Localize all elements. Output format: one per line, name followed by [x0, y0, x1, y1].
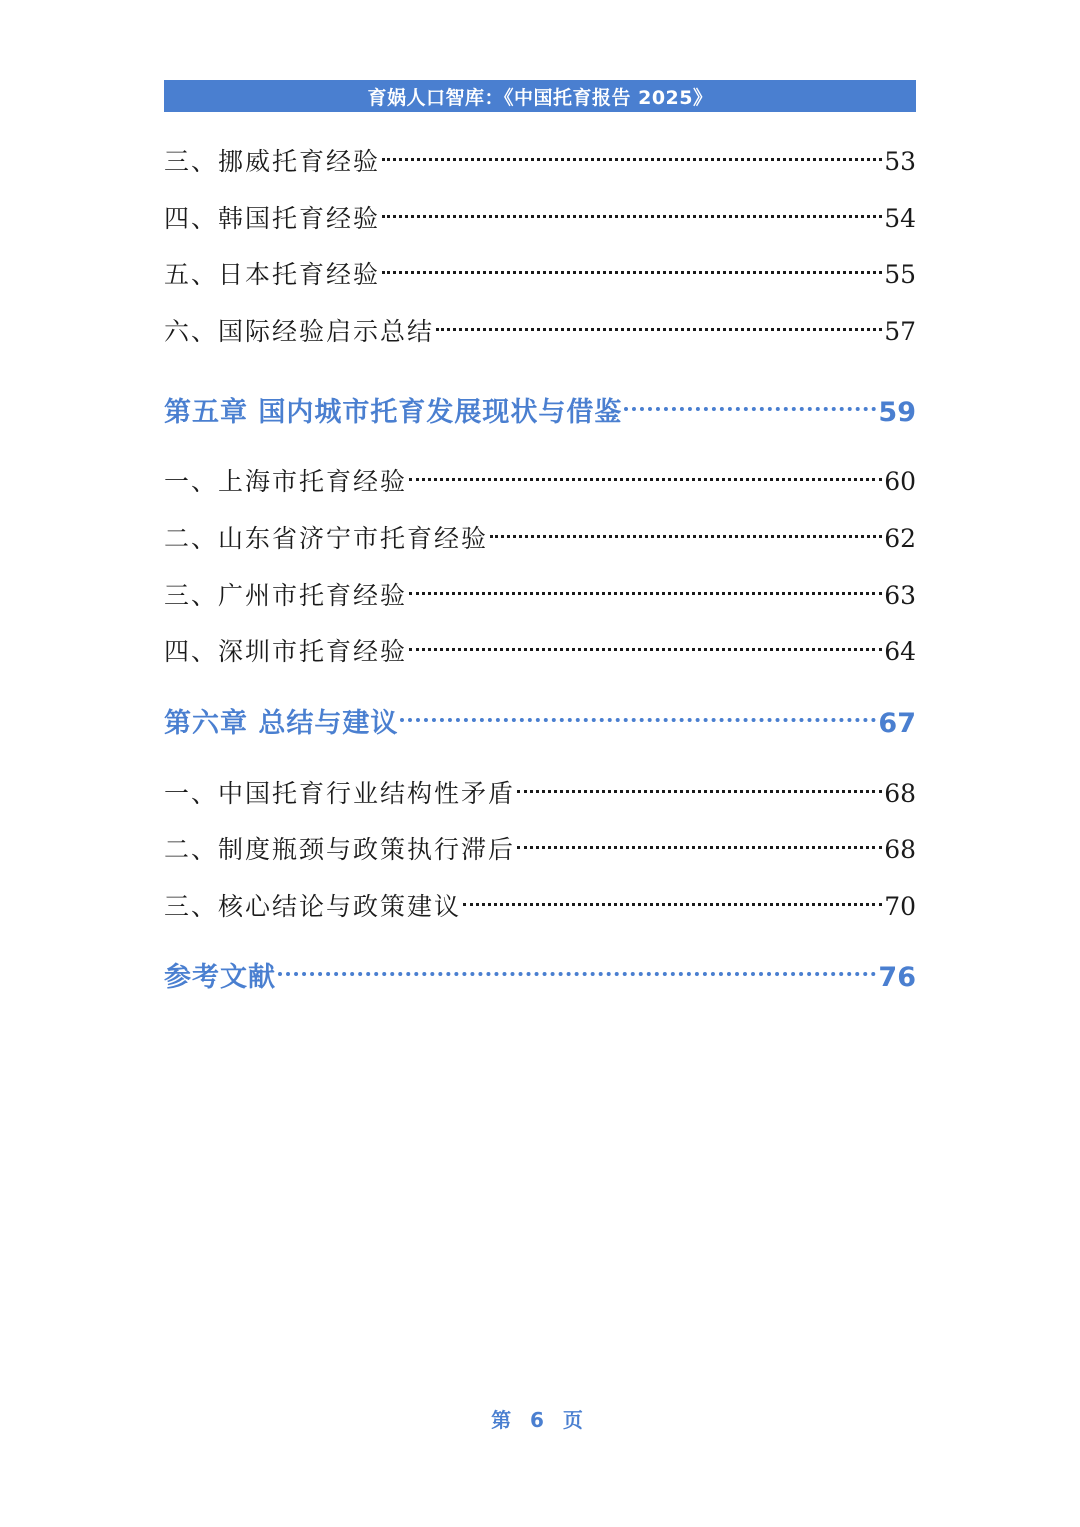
toc-entry[interactable]	[164, 199, 916, 235]
dot-leader	[400, 718, 876, 722]
toc-chapter-entry[interactable]	[164, 701, 916, 740]
toc-entry-label: 一、上海市托育经验	[164, 467, 408, 496]
dot-leader	[382, 158, 882, 161]
toc-entry-page: 53	[884, 147, 916, 176]
dot-leader	[436, 328, 882, 331]
page-number-footer: 第 6 页	[491, 1408, 589, 1432]
dot-leader	[624, 407, 876, 411]
toc-entry-label: 五、日本托育经验	[164, 260, 381, 289]
header-title: 育娲人口智库：《中国托育报告 2025》	[367, 86, 713, 109]
dot-leader	[409, 648, 882, 651]
toc-entry-page: 68	[884, 835, 916, 864]
toc-chapter-entry[interactable]	[164, 955, 916, 994]
toc-entry[interactable]	[164, 312, 916, 348]
dot-leader	[463, 903, 882, 906]
toc-entry-label: 二、制度瓶颈与政策执行滞后	[164, 835, 516, 864]
toc-chapter-label: 第五章 国内城市托育发展现状与借鉴	[164, 397, 623, 428]
toc-entry-page: 57	[884, 317, 916, 346]
toc-entry[interactable]	[164, 142, 916, 178]
toc-entry[interactable]	[164, 462, 916, 498]
toc-entry[interactable]	[164, 830, 916, 866]
toc-chapter-label: 第六章 总结与建议	[164, 708, 399, 739]
dot-leader	[278, 972, 876, 976]
toc-entry-label: 六、国际经验启示总结	[164, 317, 435, 346]
toc-entry-page: 64	[884, 637, 916, 666]
toc-entry-label: 三、广州市托育经验	[164, 581, 408, 610]
toc-chapter-page: 59	[878, 397, 916, 428]
toc-entry-page: 63	[884, 581, 916, 610]
toc-entry-page: 60	[884, 467, 916, 496]
toc-entry[interactable]	[164, 632, 916, 668]
dot-leader	[382, 271, 882, 274]
header-bar	[164, 80, 916, 112]
toc-entry[interactable]	[164, 519, 916, 555]
dot-leader	[409, 478, 882, 481]
toc-entry[interactable]	[164, 255, 916, 291]
toc-entry-page: 70	[884, 892, 916, 921]
toc-entry-label: 三、挪威托育经验	[164, 147, 381, 176]
toc-entry-page: 54	[884, 204, 916, 233]
toc-chapter-label: 参考文献	[164, 962, 276, 993]
toc-entry-page: 55	[884, 260, 916, 289]
toc-entry-label: 三、核心结论与政策建议	[164, 892, 462, 921]
toc-entry-label: 四、深圳市托育经验	[164, 637, 408, 666]
toc-entry-label: 一、中国托育行业结构性矛盾	[164, 779, 516, 808]
toc-chapter-entry[interactable]	[164, 390, 916, 429]
toc-entry-page: 68	[884, 779, 916, 808]
dot-leader	[382, 215, 882, 218]
dot-leader	[409, 592, 882, 595]
dot-leader	[517, 846, 882, 849]
toc-entry[interactable]	[164, 576, 916, 612]
toc-entry-label: 二、山东省济宁市托育经验	[164, 524, 489, 553]
toc-entry-page: 62	[884, 524, 916, 553]
toc-chapter-page: 67	[878, 708, 916, 739]
toc-entry[interactable]	[164, 887, 916, 923]
dot-leader	[517, 790, 882, 793]
toc-entry-label: 四、韩国托育经验	[164, 204, 381, 233]
toc-chapter-page: 76	[878, 962, 916, 993]
toc-entry[interactable]	[164, 774, 916, 810]
dot-leader	[490, 535, 882, 538]
